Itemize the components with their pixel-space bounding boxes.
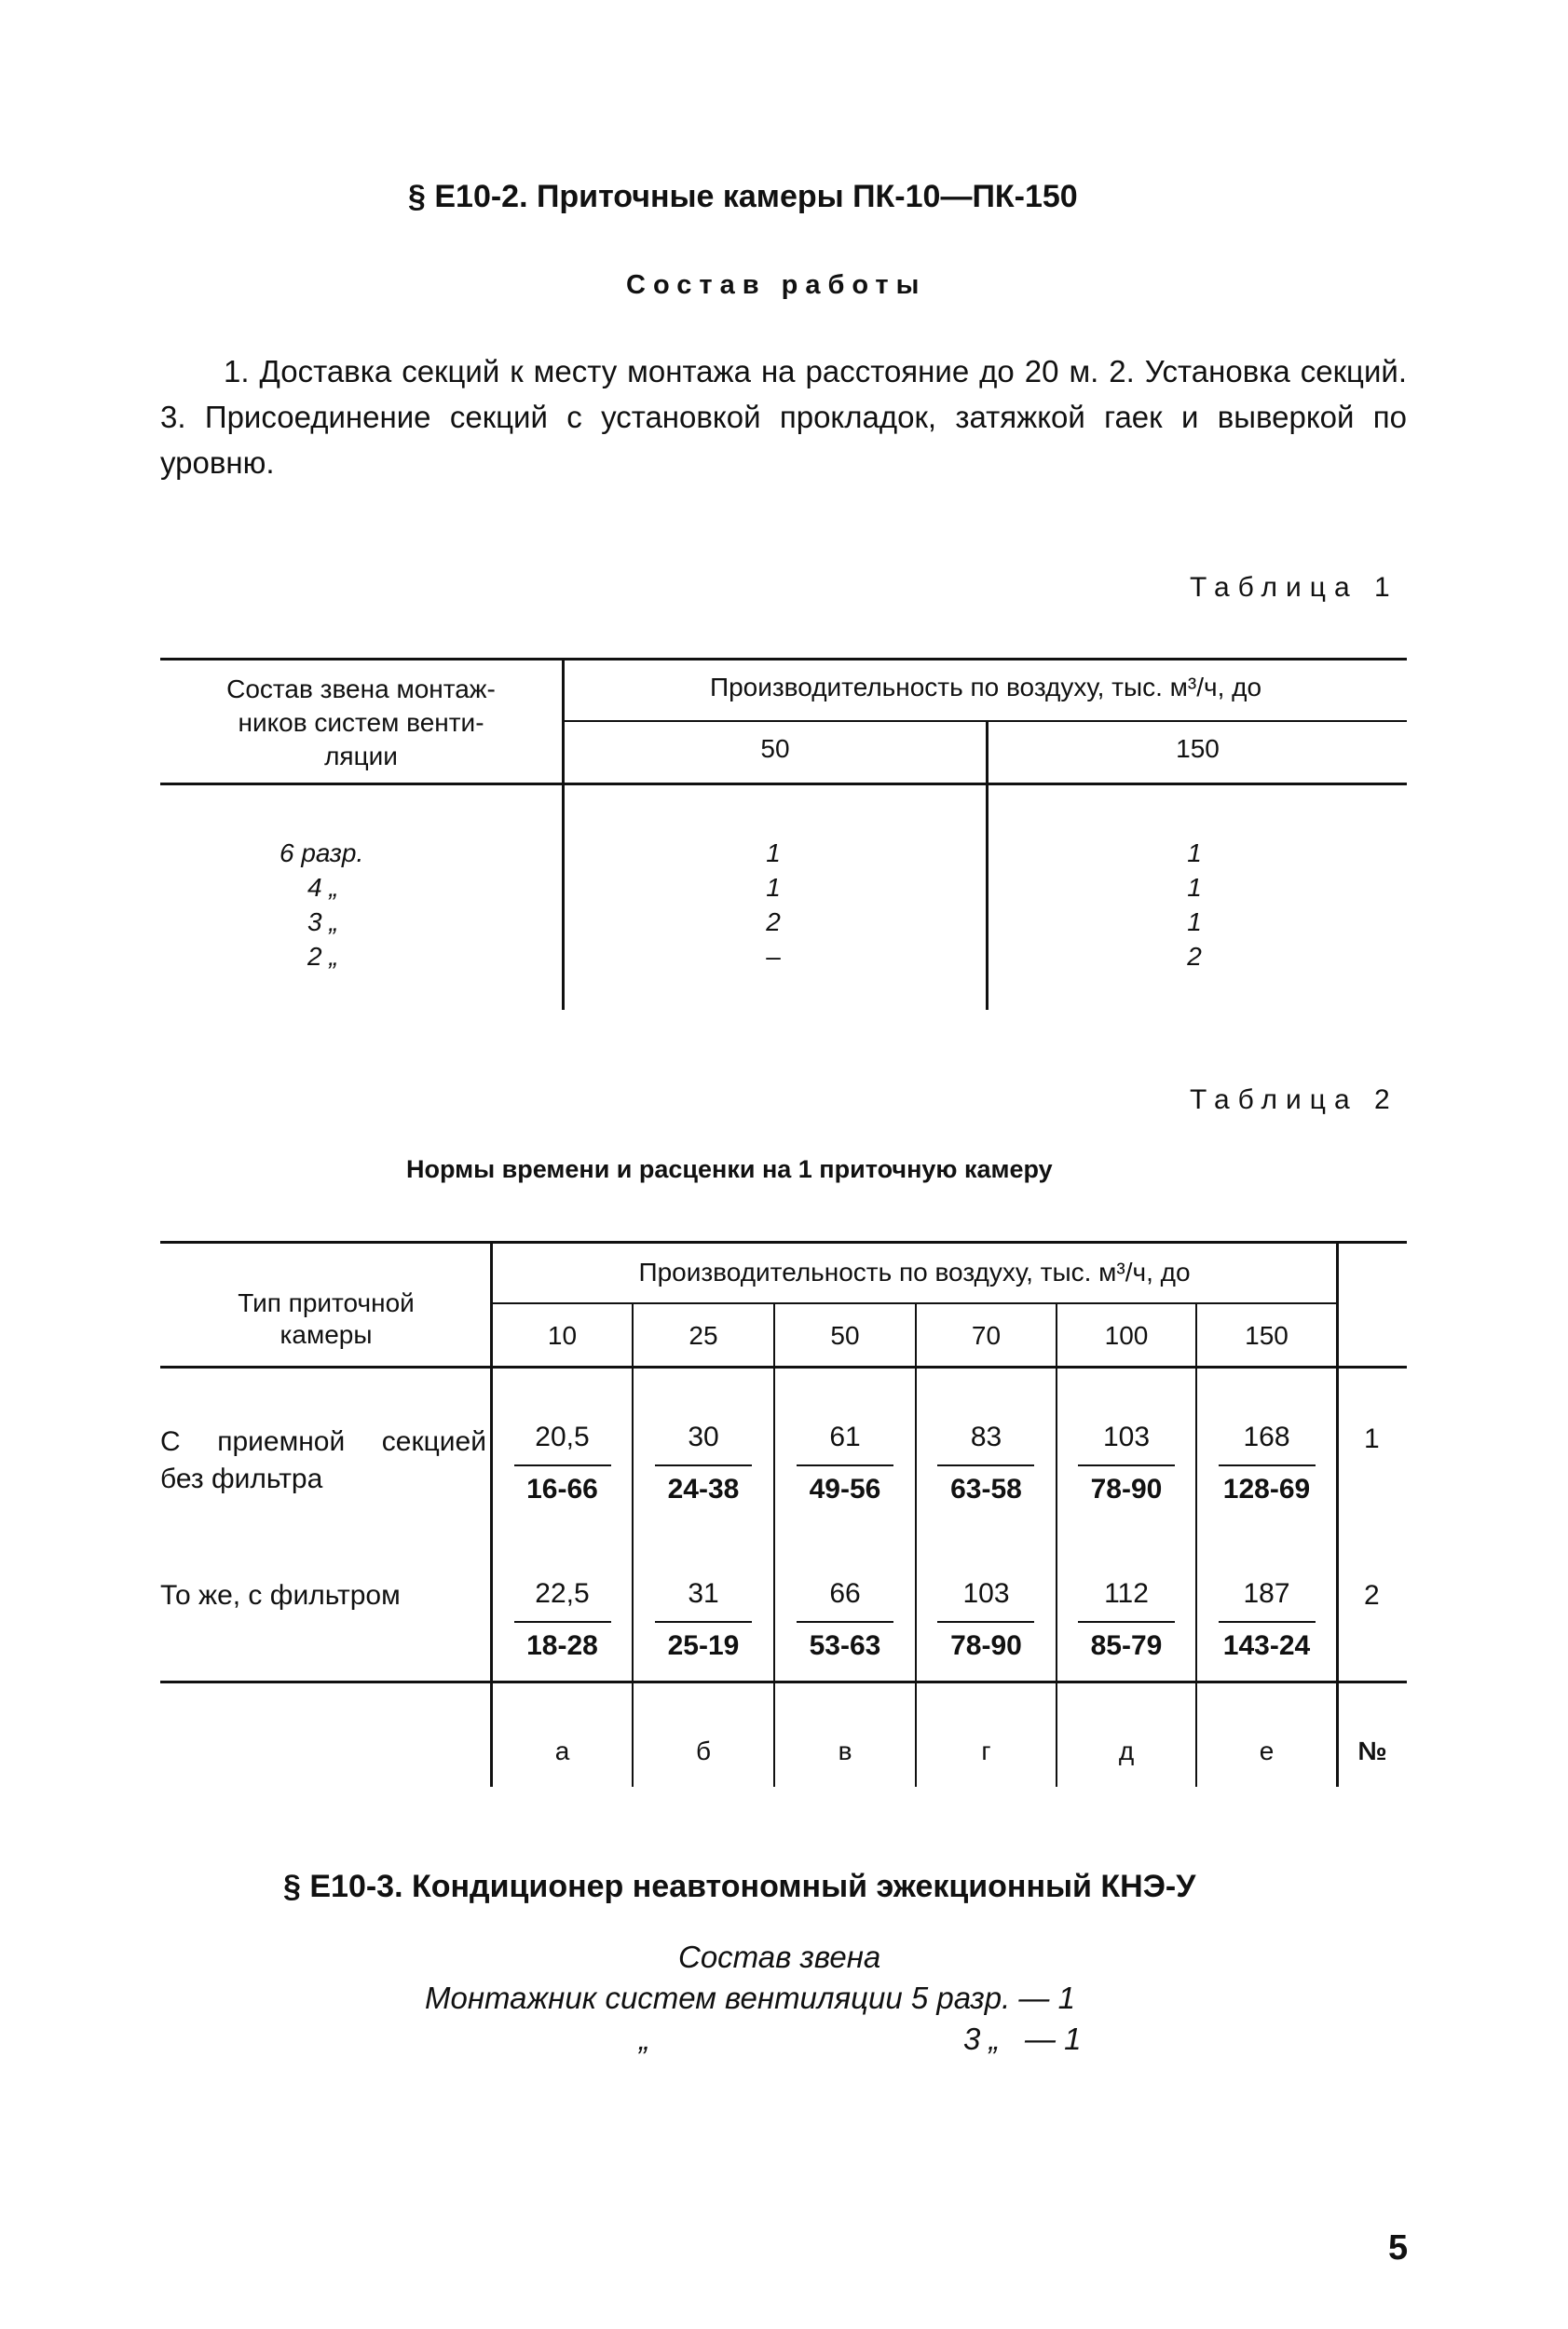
- table2-rate: 78-90: [1090, 1474, 1163, 1505]
- crew-heading: Состав звена: [678, 1940, 881, 1974]
- table2-norm: 31: [688, 1578, 719, 1609]
- table1-header-crew: Состав звена монтаж- ников систем венти- ляции: [226, 674, 496, 770]
- table2-footer-letter: г: [981, 1737, 991, 1765]
- table2-col-100: 100: [1104, 1321, 1149, 1350]
- table2-footer-letter: е: [1259, 1737, 1275, 1765]
- crew-line-rest: 3 „ — 1: [963, 2022, 1082, 2056]
- table2-norm: 103: [962, 1578, 1010, 1609]
- table2-norm: 61: [829, 1422, 861, 1452]
- table2-footer-no: №: [1357, 1737, 1387, 1765]
- table2-norm: 187: [1243, 1578, 1290, 1609]
- table1-row-grade: 6 разр.: [280, 838, 364, 867]
- table2-footer-letter: в: [838, 1737, 852, 1765]
- table2-rate: 18-28: [526, 1630, 598, 1661]
- table1-cell: 1: [1187, 873, 1202, 902]
- table2-header-capacity: Производительность по воздуху, тыс. м³/ч, до: [638, 1258, 1191, 1287]
- table2-norm: 20,5: [535, 1422, 590, 1452]
- table2-rate: 53-63: [809, 1630, 881, 1661]
- table2-rate: 128-69: [1222, 1474, 1311, 1505]
- table2-col-50: 50: [830, 1321, 860, 1350]
- table2-col-10: 10: [547, 1321, 578, 1350]
- crew-line: Монтажник систем вентиляции 5 разр. — 1: [425, 1981, 1075, 2015]
- table2-rate: 143-24: [1222, 1630, 1311, 1661]
- table1-cell: 2: [766, 907, 781, 936]
- table1-row-grade: 2 „: [307, 942, 338, 971]
- table2-header-type: Тип приточной камеры: [238, 1288, 415, 1349]
- table2-rate: 49-56: [809, 1474, 881, 1505]
- table2-norm: 168: [1243, 1422, 1290, 1452]
- work-composition-heading: Состав работы: [626, 270, 927, 300]
- table2-rate: 85-79: [1090, 1630, 1163, 1661]
- table2-rate: 63-58: [950, 1474, 1022, 1505]
- table2-footer-letter: д: [1118, 1737, 1135, 1765]
- section-e10-3-title: § Е10-3. Кондиционер неавтономный эжекционный КНЭ-У: [283, 1869, 1196, 1904]
- section-e10-2-title: § Е10-2. Приточные камеры ПК-10—ПК-150: [408, 179, 1078, 214]
- table1-cell: 1: [1187, 838, 1202, 867]
- table2-rate: 24-38: [667, 1474, 740, 1505]
- crew-line-ditto: „: [639, 2022, 649, 2056]
- table1-cell: –: [766, 942, 781, 971]
- page-number: 5: [1388, 2228, 1409, 2268]
- table1-col-50: 50: [760, 734, 790, 763]
- table2-norm: 83: [970, 1422, 1002, 1452]
- table1-row-grade: 4 „: [307, 873, 338, 902]
- table2-norm: 103: [1102, 1422, 1151, 1452]
- table1-cell: 1: [1187, 907, 1202, 936]
- table1-col-150: 150: [1176, 734, 1220, 763]
- table2-rate: 78-90: [950, 1630, 1022, 1661]
- table2-footer-letter: а: [554, 1737, 570, 1765]
- table2-title: Нормы времени и расценки на 1 приточную камеру: [406, 1155, 1053, 1183]
- table1-header-capacity: Производительность по воздуху, тыс. м³/ч, до: [709, 673, 1262, 701]
- table2-col-70: 70: [971, 1321, 1002, 1350]
- table2-footer-letter: б: [695, 1737, 712, 1765]
- table2-norm: 112: [1104, 1578, 1149, 1609]
- table2-rate: 16-66: [526, 1474, 598, 1505]
- table2-row-no: 1: [1364, 1423, 1380, 1454]
- table2-row-no: 2: [1364, 1580, 1380, 1611]
- table1-cell: 1: [766, 873, 781, 902]
- table2-norm: 22,5: [535, 1578, 590, 1609]
- work-composition-text: 1. Доставка секций к месту монтажа на расстояние до 20 м. 2. Установка секций. 3. Присоединение секций с установкой прокладок, затяжкой гаек и выверкой по уровню.: [160, 354, 1407, 480]
- table1-caption: Таблица 1: [1190, 572, 1398, 603]
- table1-row-grade: 3 „: [307, 907, 338, 936]
- table2-norm: 66: [829, 1578, 861, 1609]
- table1-cell: 2: [1187, 942, 1202, 971]
- table2-col-150: 150: [1245, 1321, 1288, 1350]
- table1-cell: 1: [766, 838, 781, 867]
- table2-row-label: То же, с фильтром: [160, 1580, 401, 1611]
- table2-norm: 30: [688, 1422, 719, 1452]
- table2-col-25: 25: [689, 1321, 718, 1350]
- table2-caption: Таблица 2: [1190, 1084, 1398, 1115]
- table2-rate: 25-19: [667, 1630, 740, 1661]
- table2-row-label: С приемной секцией без фильтра: [160, 1426, 486, 1494]
